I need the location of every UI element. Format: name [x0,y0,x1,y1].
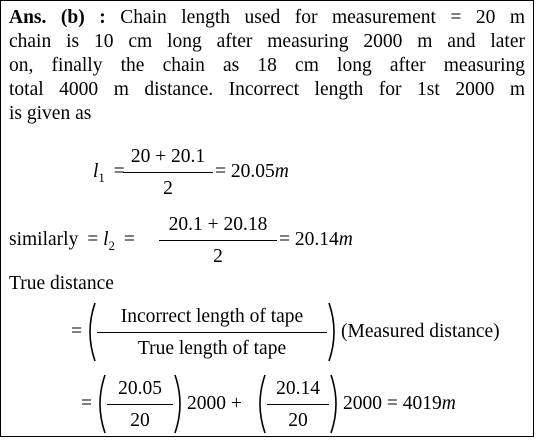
eq2-result: = 20.14 [279,229,339,250]
eq3-fraction-1 [107,378,173,432]
eq2-unit: m [338,229,353,250]
eq1-denominator: 2 [163,178,173,199]
eq1-numerator: 20 + 20.1 [130,146,206,167]
intro-line-1-text: Chain length used for measurement = 20 m [120,7,526,28]
eq2-prefix: similarly [9,229,79,250]
td-fraction [97,306,327,360]
eq2-numerator: 20.1 + 20.18 [168,214,268,235]
td-equals: = [71,321,82,342]
eq2-subscript: 2 [108,237,115,253]
td-numerator: Incorrect length of tape [120,306,304,327]
eq3-frac2-bar [267,404,329,405]
eq3-term-2: 2000 = 4019 [343,393,442,414]
eq3-term-1: 2000 + [187,393,242,414]
answer-label: Ans. (b) : [9,7,106,28]
eq3-equals: = [81,393,92,414]
eq2-fraction-bar [159,240,277,241]
eq3-frac1-bar [107,404,173,405]
eq3-unit: m [441,393,456,414]
true-distance-label: True distance [9,273,114,294]
eq1-unit: m [274,161,289,182]
intro-line-4: total 4000 m distance. Incorrect length for 1st 2000 m [9,79,525,100]
eq3-left-paren-2 [253,373,267,435]
eq2-equals-a: = [87,229,99,250]
eq3-right-paren-2 [329,373,343,435]
intro-line-1 [9,7,525,29]
eq2-equals-b: = [123,229,135,250]
eq1-rhs [215,161,289,183]
eq1-subscript: 1 [98,169,105,185]
intro-line-3: on, finally the chain as 18 cm long after measuring [9,55,525,76]
eq3-rhs [343,393,456,415]
eq3-right-paren-1 [173,373,187,435]
intro-line-2: chain is 10 cm long after measuring 2000 m and later [9,31,525,52]
eq1-symbol: l [93,161,99,182]
eq2-fraction [159,214,277,268]
eq1-fraction [123,146,213,200]
eq1-equals: = [113,161,125,182]
eq1-lhs [93,161,125,189]
eq3-frac1-numerator: 20.05 [118,378,162,399]
td-left-paren [83,301,97,363]
td-fraction-bar [97,332,327,333]
eq3-frac2-numerator: 20.14 [276,378,320,399]
eq2-rhs [279,229,353,251]
eq1-fraction-bar [123,172,213,173]
eq3-fraction-2 [267,378,329,432]
eq1-result: = 20.05 [215,161,275,182]
eq3-frac2-denominator: 20 [288,410,308,431]
eq2-symbol: l [103,229,109,250]
eq2-denominator: 2 [213,246,223,267]
eq3-left-paren-1 [93,373,107,435]
eq3-frac1-denominator: 20 [130,410,150,431]
td-denominator: True length of tape [137,338,287,359]
eq2-lhs [9,229,135,257]
td-right-paren [327,301,341,363]
td-multiplier: (Measured distance) [341,321,500,342]
intro-line-5: is given as [9,103,92,124]
